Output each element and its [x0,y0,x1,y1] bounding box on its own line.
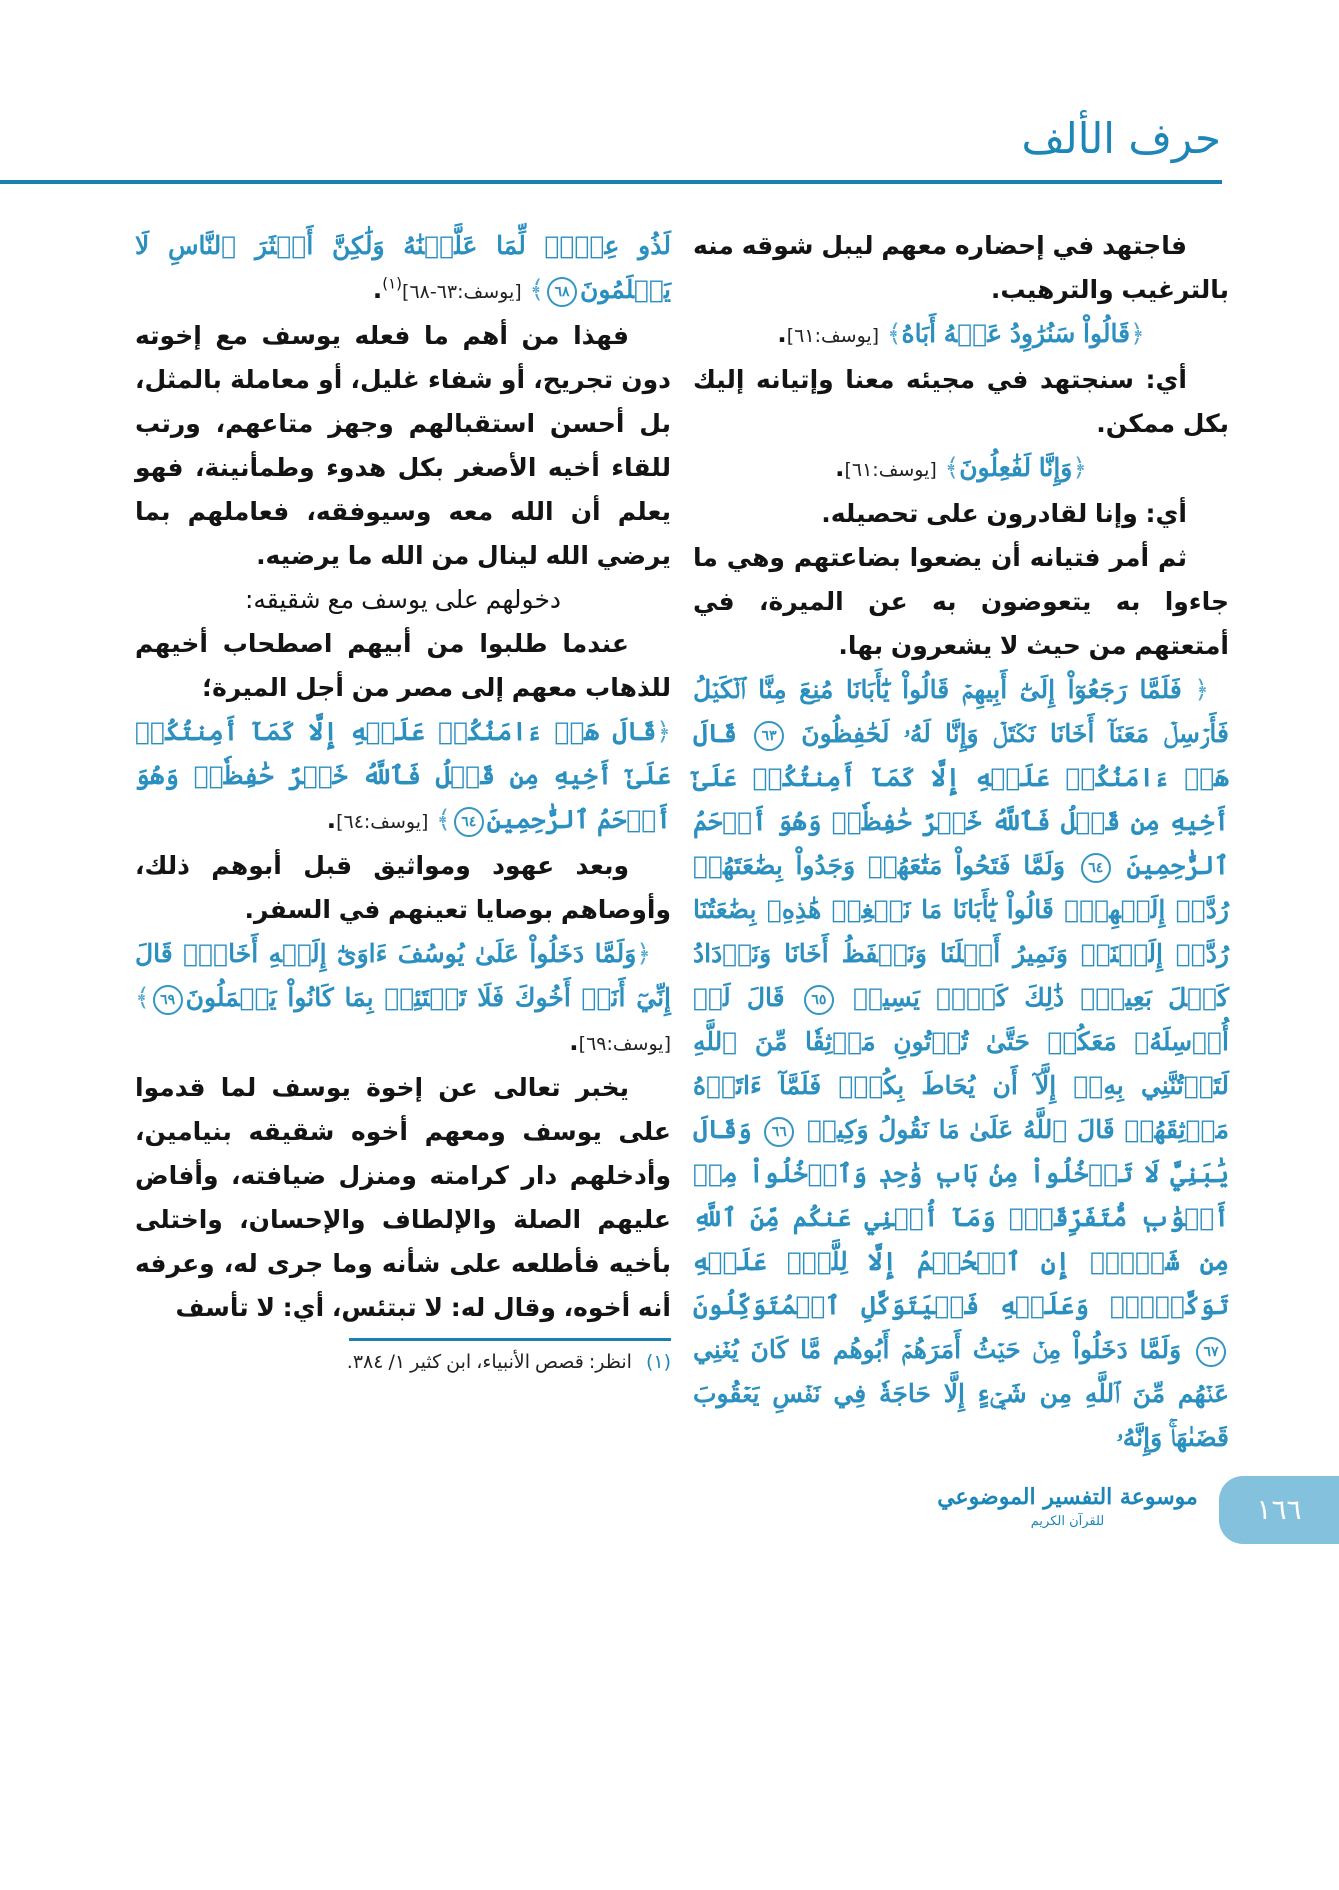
verse-text: وَلَمَّا دَخَلُواْ عَلَىٰ يُوسُفَ ءَاوَىٰٓ إِلَيۡهِ أَخَاهُۖ قَالَ إِنِّيٓ أَنَا۠ أَخُوكَ فَلَا تَبۡتَئِسۡ بِمَا كَانُواْ يَعۡمَلُونَ [135,939,671,1012]
quran-quote [135,710,671,844]
verse-text: قَالَ هَلۡ ءَامَنُكُمۡ عَلَيۡهِ إِلَّا كَمَآ أَمِنتُكُمۡ عَلَىٰٓ أَخِيهِ مِن قَبۡلُ فَٱللَّهُ خَيۡرٌ حَٰفِظٗاۖ وَهُوَ أَرۡحَمُ ٱلرَّٰحِمِينَ [693,719,1229,880]
footnote-area [135,1338,671,1379]
verse-text: وَلَمَّا دَخَلُواْ مِنۡ حَيۡثُ أَمَرَهُمۡ أَبُوهُم مَّا كَانَ يُغۡنِي عَنۡهُم مِّنَ ٱللَّهِ مِن شَيۡءٍ إِلَّا حَاجَةٗ فِي نَفۡسِ يَعۡقُوبَ قَضَىٰهَاۚ وَإِنَّهُۥ [693,1335,1229,1452]
quran-quote [693,446,1229,492]
left-column [135,224,671,1379]
quran-quote [135,224,671,314]
paragraph: أي: سنجتهد في مجيئه معنا وإتيانه إليك بكل ممكن. [693,365,1229,438]
logo-title: موسوعة التفسير الموضوعي [937,1484,1198,1510]
ornate-bracket-open-icon: ﴿ [636,939,651,968]
period: . [326,805,337,834]
footnote-marker[interactable]: (١) [382,274,403,293]
period: . [372,275,383,304]
ornate-bracket-open-icon: ﴿ [1130,319,1145,348]
verse-text: وَقَالَ يَٰبَنِيَّ لَا تَدۡخُلُواْ مِنۢ بَابٖ وَٰحِدٖ وَٱدۡخُلُواْ مِنۡ أَبۡوَٰبٖ مُّتَفَرِّقَةٖۖ وَمَآ أُغۡنِي عَنكُم مِّنَ ٱللَّهِ مِن شَيۡءٍۖ إِنِ ٱلۡحُكۡمُ إِلَّا لِلَّهِۖ عَلَيۡهِ تَوَكَّلۡتُۖ وَعَلَيۡهِ فَلۡيَتَوَكَّلِ ٱلۡمُتَوَكِّلُونَ [693,1115,1229,1320]
section-title: حرف الألف [1021,114,1221,163]
quran-verse [945,453,1088,482]
page-number: ١٦٦ [1219,1476,1339,1544]
verse-reference: [يوسف:٦٣-٦٨] [402,281,522,303]
footnote-number: (١) [645,1351,671,1373]
ayah-number-marker: ٦٤ [1081,853,1111,883]
verse-reference: [يوسف:٦١] [844,459,937,481]
ornate-bracket-close-icon: ﴾ [529,275,545,304]
paragraph: أي: وإنا لقادرون على تحصيله. [821,499,1187,528]
paragraph: عندما طلبوا من أبيهم اصطحاب أخيهم للذهاب معهم إلى مصر من أجل الميرة؛ [135,629,671,702]
ornate-bracket-open-icon: ﴿ [1194,675,1209,704]
page-footer [0,1476,1339,1586]
encyclopedia-logo [935,1480,1200,1550]
footnote [135,1345,671,1379]
ayah-number-marker: ٦٨ [547,277,577,307]
ayah-number-marker: ٦٧ [1196,1337,1226,1367]
paragraph: يخبر تعالى عن إخوة يوسف لما قدموا على يوسف ومعهم أخوه شقيقه بنيامين، وأدخلهم دار كرامته ومنزل ضيافته، وأفاض عليهم الصلة والإلطاف والإحسان، واختلى بأخيه فأطلعه على شأنه وما جرى له، وعرفه أنه أخوه، وقال له: لا تبتئس، أي: لا تأسف [135,1073,671,1322]
verse-text: وَإِنَّا لَفَٰعِلُونَ [959,453,1073,482]
period: . [777,319,787,348]
paragraph: فاجتهد في إحضاره معهم ليبل شوقه منه بالترغيب والترهيب. [693,231,1229,304]
ayah-number-marker: ٦٥ [804,985,834,1015]
verse-reference: [يوسف:٦٤] [336,811,429,833]
subheading: دخولهم على يوسف مع شقيقه: [244,585,562,614]
ornate-bracket-close-icon: ﴾ [944,453,960,482]
verse-reference: [يوسف:٦٩] [578,1033,671,1055]
verse-reference: [يوسف:٦١] [786,325,880,347]
quran-verse [135,939,671,1012]
ornate-bracket-open-icon: ﴿ [656,717,671,746]
ornate-bracket-close-icon: ﴾ [436,805,451,834]
footnote-divider [349,1338,671,1341]
ornate-bracket-open-icon: ﴿ [1072,453,1088,482]
ayah-number-marker: ٦٦ [764,1117,794,1147]
verse-text: قَالُواْ سَنُرَٰوِدُ عَنۡهُ أَبَاهُ [901,319,1131,348]
verse-text: قَالَ لَنۡ أُرۡسِلَهُۥ مَعَكُمۡ حَتَّىٰ تُؤۡتُونِ مَوۡثِقٗا مِّنَ ٱللَّهِ لَتَأۡتُنَّنِي بِهِۦٓ إِلَّآ أَن يُحَاطَ بِكُمۡۖ فَلَمَّآ ءَاتَوۡهُ مَوۡثِقَهُمۡ قَالَ ٱللَّهُ عَلَىٰ مَا نَقُولُ وَكِيلٞ [693,983,1229,1144]
logo-subtitle: للقرآن الكريم [1030,1514,1105,1529]
quran-passage [693,668,1229,1460]
quran-quote [135,932,671,1066]
footnote-text: انظر: قصص الأنبياء، ابن كثير ١/ ٣٨٤. [346,1351,632,1373]
verse-text: لَذُو عِلۡمٖ لِّمَا عَلَّمۡنَٰهُ وَلَٰكِنَّ أَكۡثَرَ ٱلنَّاسِ لَا يَعۡلَمُونَ [135,231,671,304]
ornate-bracket-close-icon: ﴾ [886,319,902,348]
ayah-number-marker: ٦٣ [754,721,784,751]
page-header [0,0,1339,184]
right-column [693,224,1229,1460]
paragraph: فهذا من أهم ما فعله يوسف مع إخوته دون تجريح، أو شفاء غليل، أو معاملة بالمثل، بل أحسن استقبالهم وجهز متاعهم، ورتب للقاء أخيه الأصغر بكل هدوء وطمأنينة، فهو يعلم أن الله معه وسيوفقه، فعاملهم بما يرضي الله لينال من الله ما يرضيه. [135,321,671,570]
paragraph: وبعد عهود ومواثيق قبل أبوهم ذلك، وأوصاهم بوصايا تعينهم في السفر. [135,851,671,924]
verse-text: قَالَ هَلۡ ءَامَنُكُمۡ عَلَيۡهِ إِلَّا كَمَآ أَمِنتُكُمۡ عَلَىٰٓ أَخِيهِ مِن قَبۡلُ فَٱللَّهُ خَيۡرٌ حَٰفِظٗاۖ وَهُوَ أَرۡحَمُ ٱلرَّٰحِمِينَ [135,717,671,834]
ayah-number-marker: ٦٤ [454,807,484,837]
period: . [569,1027,579,1056]
ayah-number-marker: ٦٩ [153,985,183,1015]
quran-verse [887,319,1145,348]
verse-text: فَلَمَّا رَجَعُوٓاْ إِلَىٰٓ أَبِيهِمۡ قَالُواْ يَٰٓأَبَانَا مُنِعَ مِنَّا ٱلۡكَيۡلُ فَأَرۡسِلۡ مَعَنَآ أَخَانَا نَكۡتَلۡ وَإِنَّا لَهُۥ لَحَٰفِظُونَ [693,675,1229,748]
quran-quote [693,312,1229,358]
two-column-body [0,184,1339,1460]
period: . [834,453,845,482]
ornate-bracket-close-icon: ﴾ [135,983,150,1012]
header-divider [0,180,1222,184]
verse-text: وَلَمَّا فَتَحُواْ مَتَٰعَهُمۡ وَجَدُواْ بِضَٰعَتَهُمۡ رُدَّتۡ إِلَيۡهِمۡۖ قَالُواْ يَٰٓأَبَانَا مَا نَبۡغِيۖ هَٰذِهِۦ بِضَٰعَتُنَا رُدَّتۡ إِلَيۡنَاۖ وَنَمِيرُ أَهۡلَنَا وَنَحۡفَظُ أَخَانَا وَنَزۡدَادُ كَيۡلَ بَعِيرٖۖ ذَٰلِكَ كَيۡلٞ يَسِيرٞ [693,851,1229,1012]
paragraph: ثم أمر فتيانه أن يضعوا بضاعتهم وهي ما جاءوا به يتعوضون به عن الميرة، في أمتعتهم من حيث لا يشعرون بها. [693,543,1229,660]
